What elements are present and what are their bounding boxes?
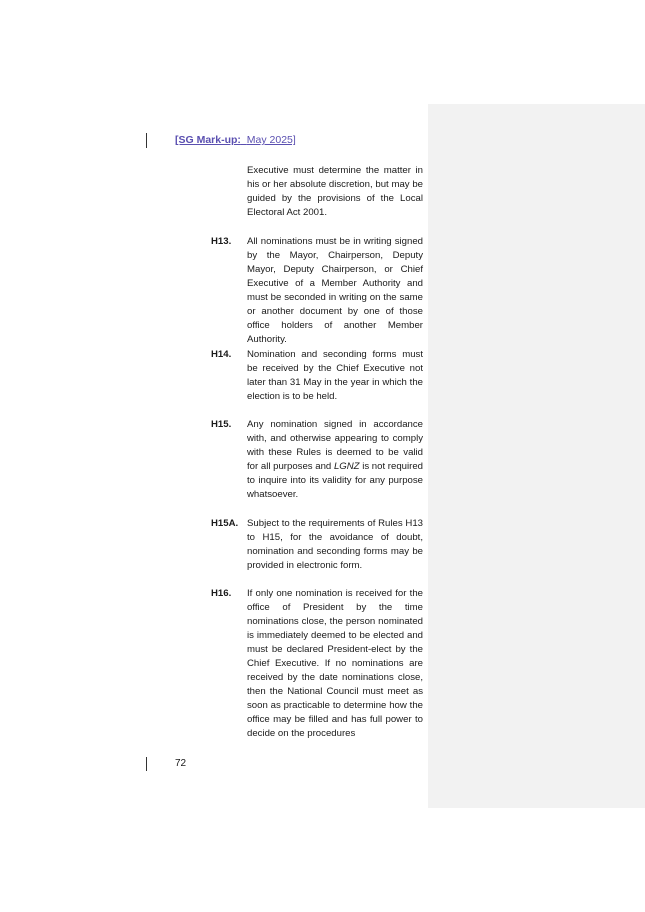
rule-text bbox=[247, 418, 423, 502]
rule-text-part: Any nomination signed in accordance with, and otherwise appearing to comply with these Rules is deemed to be valid for all purposes and bbox=[247, 419, 423, 472]
change-bar bbox=[146, 133, 147, 148]
rule-h13 bbox=[211, 235, 423, 347]
rule-text-part: is not required to inquire into its validity for any purpose whatsoever. bbox=[247, 461, 423, 500]
rule-continuation bbox=[211, 164, 423, 220]
rule-number: H14. bbox=[211, 349, 232, 360]
rule-h15a bbox=[211, 517, 423, 573]
rule-text: Nomination and seconding forms must be received by the Chief Executive not later than 31 May in the year in which the election is to be held. bbox=[247, 349, 423, 402]
rule-number: H15. bbox=[211, 419, 232, 430]
markup-date: May 2025] bbox=[246, 134, 296, 146]
rule-h16 bbox=[211, 587, 423, 741]
rule-h15 bbox=[211, 418, 423, 502]
rule-text: Subject to the requirements of Rules H13 to H15, for the avoidance of doubt, nomination and seconding forms may be provided in electronic form. bbox=[247, 518, 423, 571]
markup-header bbox=[175, 134, 296, 146]
rule-number: H16. bbox=[211, 588, 232, 599]
rule-number: H13. bbox=[211, 236, 232, 247]
rule-text: If only one nomination is received for the office of President by the time nominations close, the person nominated is immediately deemed to be elected and must be declared President-elect by the Chief Executive. If no nominations are received by the date nominations close, then the National Council must meet as soon as practicable to determine how the office may be filled and has full power to decide on the procedures bbox=[247, 588, 423, 739]
rule-h14 bbox=[211, 348, 423, 404]
rule-text: All nominations must be in writing signed by the Mayor, Chairperson, Deputy Mayor, Deputy Chairperson, or Chief Executive of a Member Authority and must be seconded in writing on the same or another document by one of those office holders of another Member Authority. bbox=[247, 236, 423, 345]
change-bar bbox=[146, 757, 147, 771]
page-number: 72 bbox=[175, 758, 187, 769]
rule-text: Executive must determine the matter in his or her absolute discretion, but may be guided by the provisions of the Local Electoral Act 2001. bbox=[247, 165, 423, 218]
markup-label: [SG Mark-up: bbox=[175, 134, 241, 146]
comment-pane bbox=[428, 104, 645, 808]
rule-text-italic: LGNZ bbox=[333, 461, 360, 472]
rule-number: H15A. bbox=[211, 518, 239, 529]
